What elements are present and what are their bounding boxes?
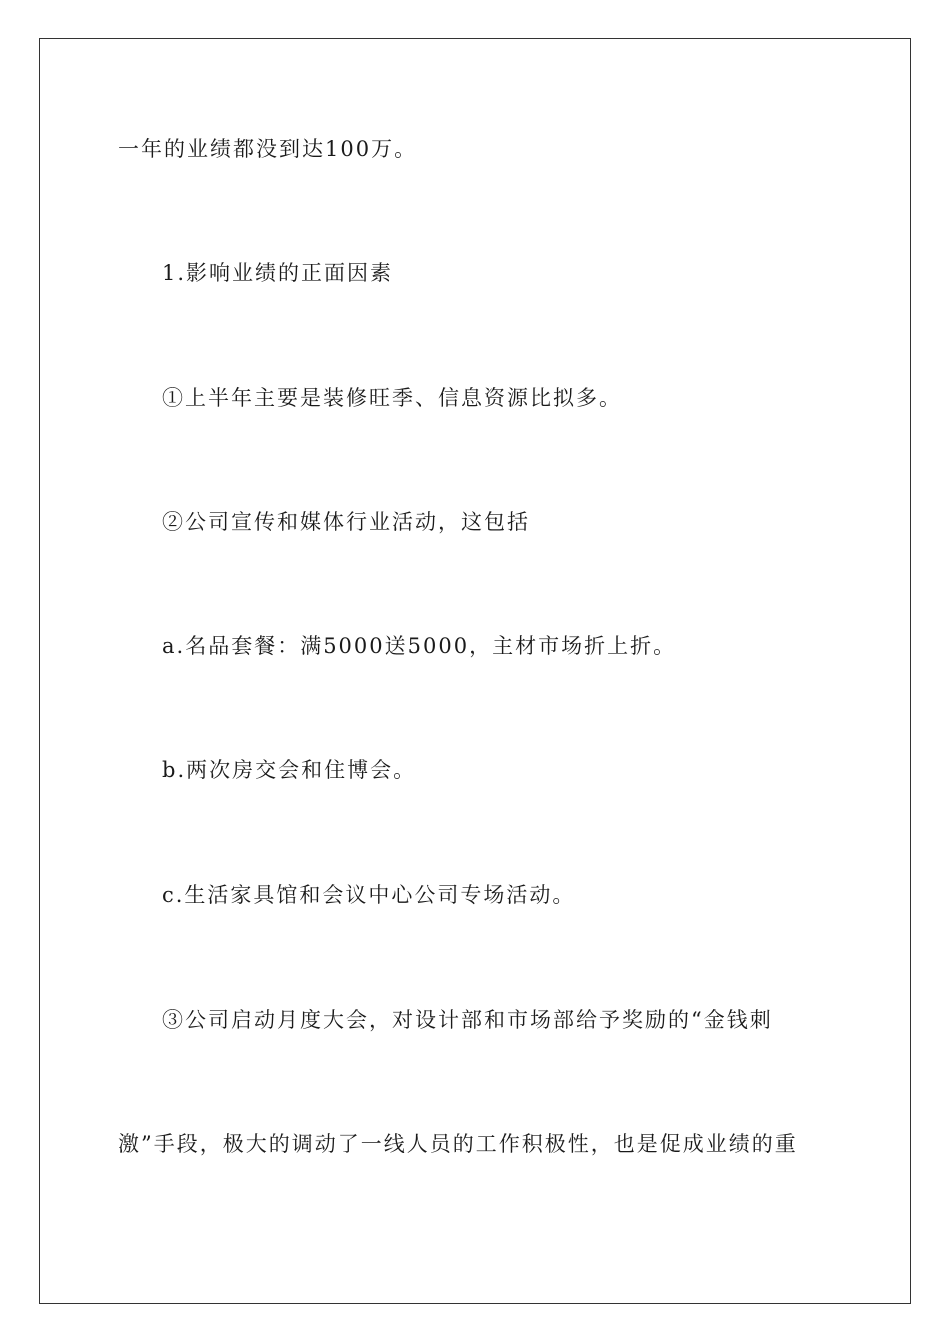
list-item: ②公司宣传和媒体行业活动，这包括	[162, 510, 530, 534]
sub-list-item: c.生活家具馆和会议中心公司专场活动。	[162, 883, 576, 907]
page-border	[39, 38, 911, 1304]
sub-list-item: b.两次房交会和住博会。	[162, 758, 417, 782]
list-item: ①上半年主要是装修旺季、信息资源比拟多。	[162, 386, 622, 410]
paragraph-line: 一年的业绩都没到达100万。	[118, 137, 418, 161]
sub-list-item: a.名品套餐：满5000送5000，主材市场折上折。	[162, 634, 677, 658]
list-item: ③公司启动月度大会，对设计部和市场部给予奖励的“金钱刺	[162, 1008, 773, 1032]
paragraph-line: 激”手段，极大的调动了一线人员的工作积极性，也是促成业绩的重	[118, 1132, 798, 1156]
section-heading: 1.影响业绩的正面因素	[162, 261, 394, 285]
